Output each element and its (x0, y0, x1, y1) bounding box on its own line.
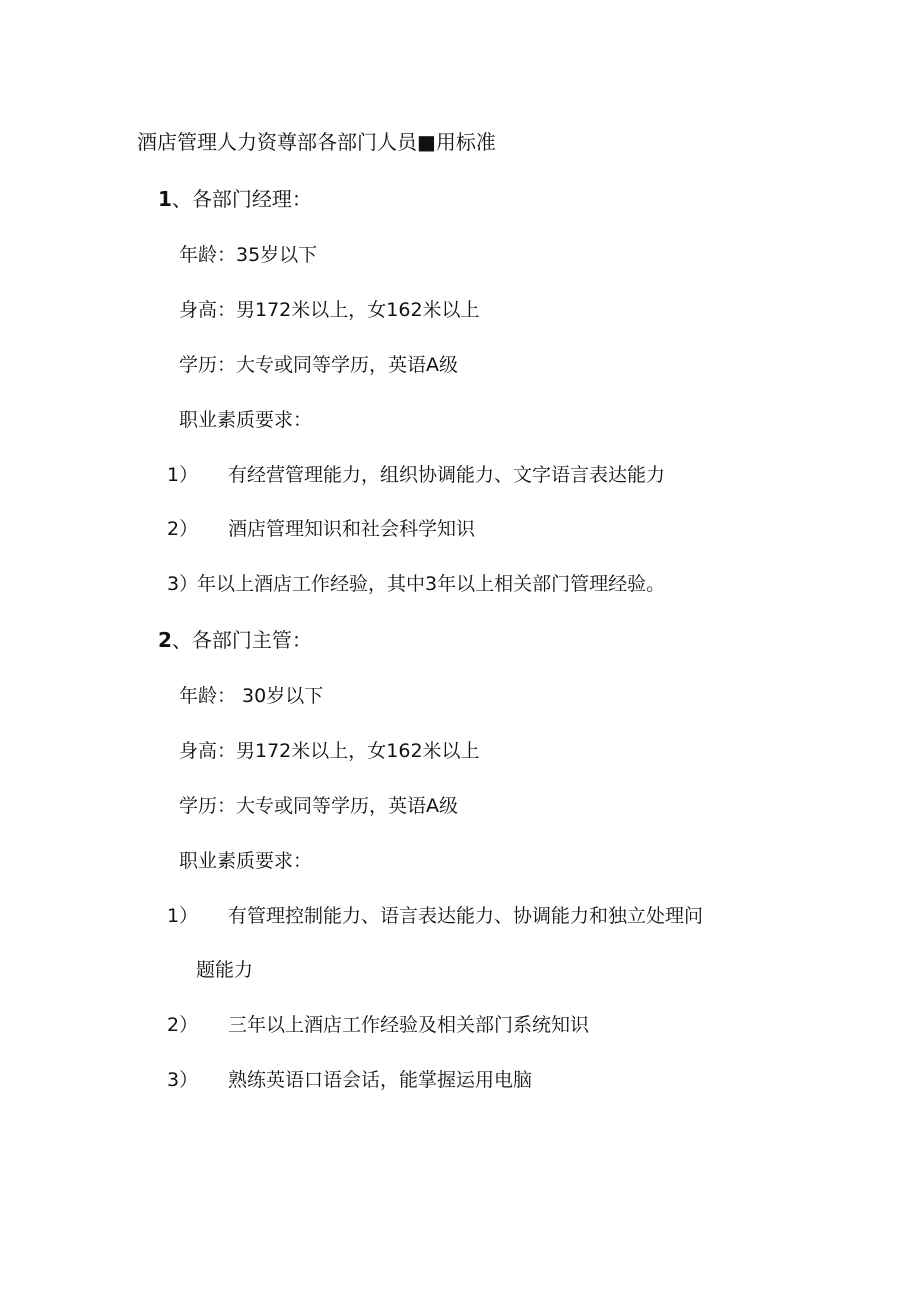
document-title: 酒店管理人力资尊部各部门人员■用标准 (137, 130, 496, 154)
item-marker: 3） (167, 1069, 199, 1091)
requirements-label: 职业素质要求： (179, 409, 313, 431)
education-requirement: 学历：大专或同等学历，英语A级 (179, 354, 458, 376)
item-text: 酒店管理知识和社会科学知识 (228, 518, 476, 540)
age-requirement: 年龄： 30岁以下 (179, 685, 324, 707)
list-item (167, 571, 665, 597)
item-marker: 1） (167, 464, 199, 486)
list-item (167, 462, 665, 488)
item-text: 年以上酒店工作经验，其中3年以上相关部门管理经验。 (197, 573, 666, 595)
item-marker: 1） (167, 905, 199, 927)
item-text: 有管理控制能力、语言表达能力、协调能力和独立处理问 (228, 905, 704, 927)
height-requirement: 身高：男172米以上，女162米以上 (179, 299, 480, 321)
list-item (167, 1067, 532, 1093)
section-title: 、各部门经理： (171, 187, 312, 211)
section-heading (158, 186, 312, 212)
list-item (167, 1012, 589, 1038)
item-text: 三年以上酒店工作经验及相关部门系统知识 (228, 1014, 590, 1036)
list-item (167, 516, 475, 542)
section-title: 、各部门主管： (171, 628, 312, 652)
item-marker: 2） (167, 518, 199, 540)
list-item (167, 903, 703, 929)
section-number: 2 (158, 628, 172, 652)
item-text: 熟练英语口语会话，能掌握运用电脑 (228, 1069, 533, 1091)
height-requirement: 身高：男172米以上，女162米以上 (179, 740, 480, 762)
item-marker: 2） (167, 1014, 199, 1036)
section-heading (158, 627, 312, 653)
item-marker: 3） (167, 573, 199, 595)
age-requirement: 年龄：35岁以下 (179, 244, 318, 266)
item-text: 有经营管理能力，组织协调能力、文字语言表达能力 (228, 464, 666, 486)
education-requirement: 学历：大专或同等学历，英语A级 (179, 795, 458, 817)
requirements-label: 职业素质要求： (179, 850, 313, 872)
section-number: 1 (158, 187, 172, 211)
item-continuation: 题能力 (196, 959, 254, 981)
